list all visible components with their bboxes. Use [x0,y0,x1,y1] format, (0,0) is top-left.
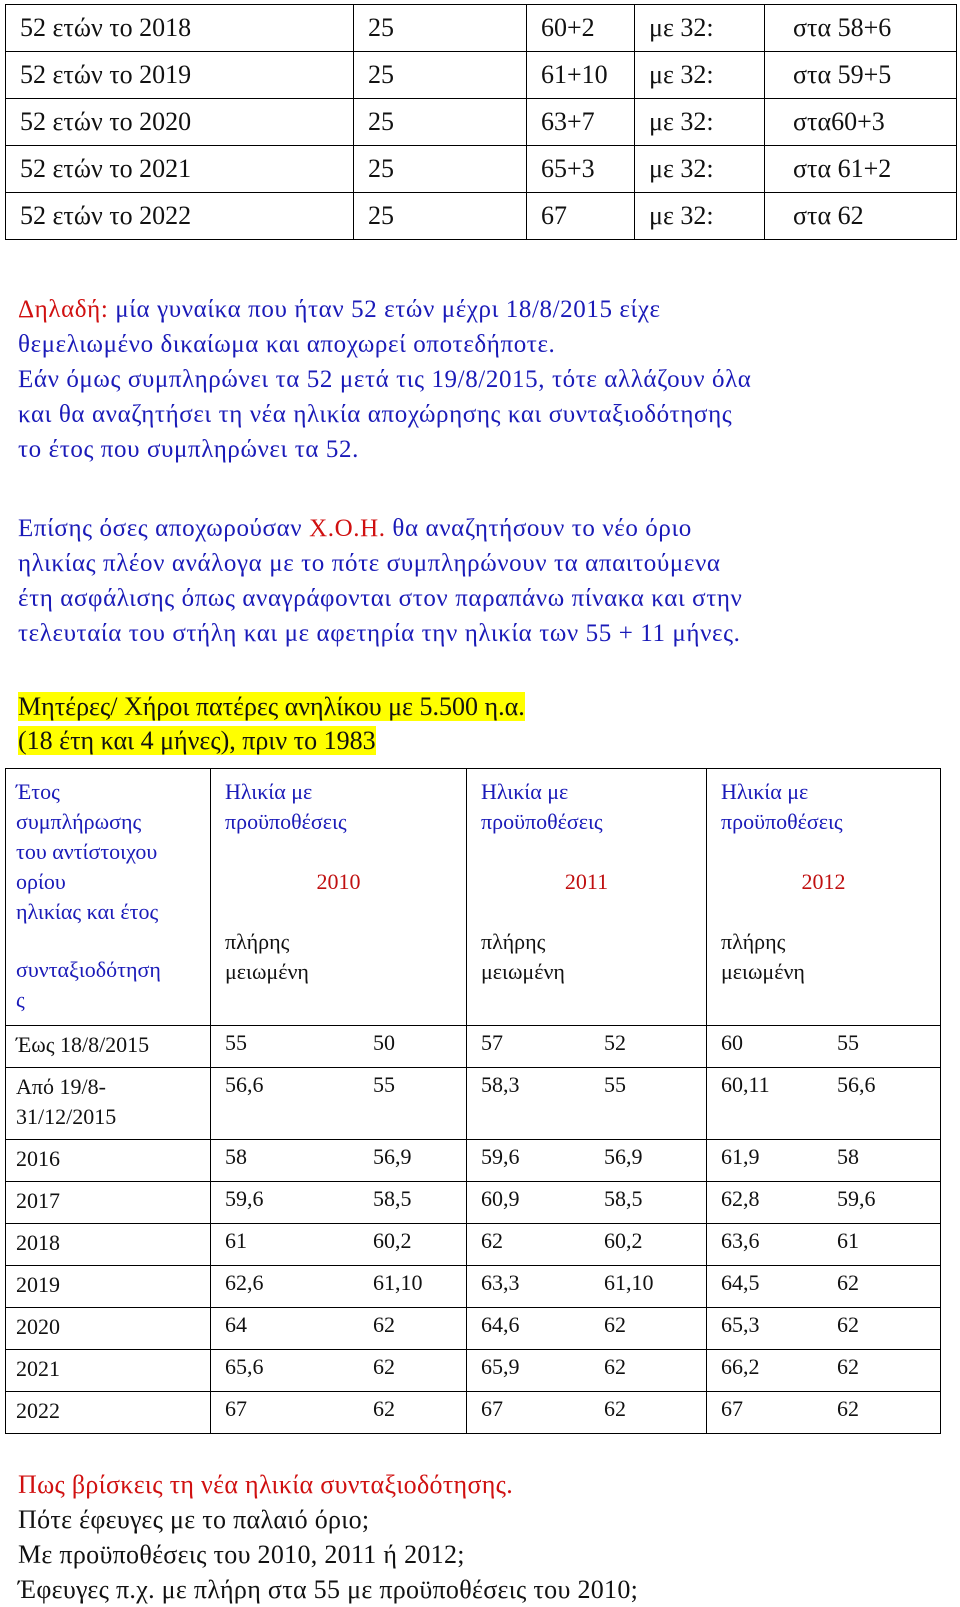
row-label-text: 2016 [16,1146,60,1171]
full-value: 63,3 [481,1270,520,1295]
table-cell: στα 58+6 [765,5,957,52]
paragraph-text: θα αναζητήσουν το νέο όριο [385,515,692,542]
full-value: 57 [481,1030,503,1055]
reduced-value: 62 [373,1312,395,1337]
row-label [6,1182,211,1224]
value-cell [467,1350,707,1392]
row-label [6,1392,211,1434]
row-label-text: 2017 [16,1188,60,1213]
header-label: Ηλικία με προϋποθέσεις [721,779,843,834]
value-cell [707,1182,941,1224]
header-label: Ηλικία με προϋποθέσεις [481,779,603,834]
full-value: 64 [225,1312,247,1337]
table-cell: με 32: [635,52,765,99]
reduced-value: 61,10 [604,1270,654,1295]
reduced-value: 56,9 [373,1144,412,1169]
table-row [6,1068,941,1140]
paragraph-line: ηλικίας πλέον ανάλογα με το πότε συμπληρώνουν τα απαιτούμενα [18,550,721,577]
paragraph-line [18,511,938,546]
value-cell [707,1026,941,1068]
table-cell: στα 61+2 [765,146,957,193]
value-cell [211,1266,467,1308]
value-cell [707,1140,941,1182]
value-cell [467,1266,707,1308]
paragraph-line: θεμελιωμένο δικαίωμα και αποχωρεί οποτεδήποτε. [18,331,556,358]
reduced-value: 60,2 [373,1228,412,1253]
row-label [6,1026,211,1068]
footer-line: Έφευγες π.χ. με πλήρη στα 55 με προϋποθέσεις του 2010; [18,1575,639,1604]
full-value: 58,3 [481,1072,520,1097]
table-cell: 65+3 [527,146,635,193]
header-2010 [211,769,467,1026]
row-label-text: Έως 18/8/2015 [16,1032,150,1057]
table-cell: 25 [354,52,527,99]
header-2011 [467,769,707,1026]
table-cell: 52 ετών το 2019 [6,52,354,99]
value-cell [467,1182,707,1224]
table-header-row [6,769,941,1026]
table-cell: 52 ετών το 2022 [6,193,354,240]
value-cell [467,1140,707,1182]
full-value: 65,6 [225,1354,264,1379]
paragraph-line: και θα αναζητήσει τη νέα ηλικία αποχώρησης και συνταξιοδότησης [18,401,733,428]
row-label [6,1350,211,1392]
reduced-value: 59,6 [837,1186,876,1211]
highlighted-text: (18 έτη και 4 μήνες), πριν το 1983 [18,726,376,755]
table-row [6,1182,941,1224]
retirement-age-table [5,768,941,1434]
table-row [6,1266,941,1308]
reduced-value: 55 [604,1072,626,1097]
row-label-text: 2018 [16,1230,60,1255]
full-value: 55 [225,1030,247,1055]
table-cell: 67 [527,193,635,240]
footer-line: Με προϋποθέσεις του 2010, 2011 ή 2012; [18,1540,465,1569]
table-cell: 25 [354,99,527,146]
full-value: 63,6 [721,1228,760,1253]
highlighted-text: Μητέρες/ Χήροι πατέρες ανηλίκου με 5.500 η.α. [18,692,525,721]
value-cell [707,1350,941,1392]
table-row [6,1392,941,1434]
paragraph-text: μία γυναίκα που ήταν 52 ετών μέχρι 18/8/2015 είχε [108,296,661,323]
row-label-text: 2019 [16,1272,60,1297]
header-text: συνταξιοδότηση [16,957,161,982]
value-cell [211,1068,467,1140]
full-value: 65,9 [481,1354,520,1379]
row-label-text: 2022 [16,1398,60,1423]
header-2012 [707,769,941,1026]
value-cell [467,1224,707,1266]
reduced-value: 62 [837,1312,859,1337]
full-value: 67 [481,1396,503,1421]
full-value: 65,3 [721,1312,760,1337]
value-cell [707,1266,941,1308]
header-text: Έτος [16,779,60,804]
row-label-text: 2020 [16,1314,60,1339]
header-year: 2011 [564,869,609,894]
table-cell: στα 59+5 [765,52,957,99]
table-cell: 25 [354,146,527,193]
value-cell [467,1392,707,1434]
value-cell [211,1350,467,1392]
reduced-value: 55 [837,1030,859,1055]
table-cell: στα60+3 [765,99,957,146]
table-cell: 52 ετών το 2018 [6,5,354,52]
table-cell: 61+10 [527,52,635,99]
row-label-text: 31/12/2015 [16,1104,117,1129]
table-cell: 52 ετών το 2021 [6,146,354,193]
row-label-text: 2021 [16,1356,60,1381]
header-sub: πλήρης μειωμένη [721,929,805,984]
highlight-term: Χ.Ο.Η. [309,515,386,542]
table-cell: 60+2 [527,5,635,52]
lead-word: Δηλαδή: [18,296,109,323]
table-row [6,1350,941,1392]
reduced-value: 58,5 [373,1186,412,1211]
value-cell [211,1308,467,1350]
reduced-value: 56,6 [837,1072,876,1097]
header-year: 2010 [316,869,361,894]
paragraph-line: Εάν όμως συμπληρώνει τα 52 μετά τις 19/8/2015, τότε αλλάζουν όλα [18,366,752,393]
table-row [6,1308,941,1350]
xoh-paragraph [18,511,938,651]
row-label [6,1266,211,1308]
table-cell: 25 [354,193,527,240]
value-cell [707,1224,941,1266]
row-label [6,1224,211,1266]
reduced-value: 62 [837,1396,859,1421]
mothers-subheading [18,724,376,758]
reduced-value: 62 [373,1396,395,1421]
table-row [6,1026,941,1068]
footer-line: Πότε έφευγες με το παλαιό όριο; [18,1505,370,1534]
value-cell [467,1068,707,1140]
table-row [6,1140,941,1182]
reduced-value: 61 [837,1228,859,1253]
table-row [6,146,957,193]
table-row [6,52,957,99]
full-value: 64,5 [721,1270,760,1295]
full-value: 67 [721,1396,743,1421]
value-cell [211,1026,467,1068]
full-value: 60,9 [481,1186,520,1211]
paragraph-text: Επίσης όσες αποχωρούσαν [18,515,310,542]
header-sub: πλήρης μειωμένη [225,929,309,984]
reduced-value: 62 [837,1270,859,1295]
reduced-value: 58 [837,1144,859,1169]
reduced-value: 62 [837,1354,859,1379]
reduced-value: 55 [373,1072,395,1097]
value-cell [467,1026,707,1068]
row-label [6,1140,211,1182]
table-row [6,1224,941,1266]
paragraph-line [18,292,938,327]
paragraph-line: τελευταία του στήλη και με αφετηρία την ηλικία των 55 + 11 μήνες. [18,620,741,647]
value-cell [211,1392,467,1434]
table-cell: 52 ετών το 2020 [6,99,354,146]
table-row [6,5,957,52]
full-value: 62 [481,1228,503,1253]
table-cell: 63+7 [527,99,635,146]
paragraph-line: το έτος που συμπληρώνει τα 52. [18,436,359,463]
full-value: 61 [225,1228,247,1253]
full-value: 60,11 [721,1072,770,1097]
reduced-value: 62 [373,1354,395,1379]
full-value: 64,6 [481,1312,520,1337]
full-value: 62,8 [721,1186,760,1211]
age-schedule-table [5,4,957,240]
value-cell [707,1392,941,1434]
table-row [6,99,957,146]
value-cell [211,1182,467,1224]
footer-heading: Πως βρίσκεις τη νέα ηλικία συνταξιοδότησης. [18,1470,514,1499]
header-year-of-completion [6,769,211,1026]
reduced-value: 60,2 [604,1228,643,1253]
reduced-value: 52 [604,1030,626,1055]
value-cell [707,1068,941,1140]
full-value: 56,6 [225,1072,264,1097]
value-cell [211,1140,467,1182]
table-row [6,193,957,240]
full-value: 59,6 [481,1144,520,1169]
reduced-value: 50 [373,1030,395,1055]
full-value: 67 [225,1396,247,1421]
header-text: του αντίστοιχου [16,839,158,864]
table-cell: με 32: [635,146,765,193]
reduced-value: 62 [604,1396,626,1421]
table-cell: στα 62 [765,193,957,240]
full-value: 58 [225,1144,247,1169]
value-cell [211,1224,467,1266]
full-value: 61,9 [721,1144,760,1169]
full-value: 60 [721,1030,743,1055]
header-text: ηλικίας και έτος [16,899,159,924]
value-cell [467,1308,707,1350]
reduced-value: 62 [604,1312,626,1337]
header-year: 2012 [801,869,846,894]
row-label [6,1308,211,1350]
full-value: 59,6 [225,1186,264,1211]
header-label: Ηλικία με προϋποθέσεις [225,779,347,834]
header-text: ορίου [16,869,66,894]
header-text: συμπλήρωσης [16,809,142,834]
row-label-text: Από 19/8- [16,1074,106,1099]
row-label [6,1068,211,1140]
table-cell: με 32: [635,193,765,240]
header-sub: πλήρης μειωμένη [481,929,565,984]
paragraph-line: έτη ασφάλισης όπως αναγράφονται στον παραπάνω πίνακα και στην [18,585,743,612]
reduced-value: 58,5 [604,1186,643,1211]
full-value: 66,2 [721,1354,760,1379]
table-cell: με 32: [635,5,765,52]
mothers-heading [18,690,525,724]
table-cell: με 32: [635,99,765,146]
header-text: ς [16,987,25,1012]
explanation-paragraph [18,292,938,467]
full-value: 62,6 [225,1270,264,1295]
value-cell [707,1308,941,1350]
reduced-value: 62 [604,1354,626,1379]
table-cell: 25 [354,5,527,52]
reduced-value: 61,10 [373,1270,423,1295]
reduced-value: 56,9 [604,1144,643,1169]
